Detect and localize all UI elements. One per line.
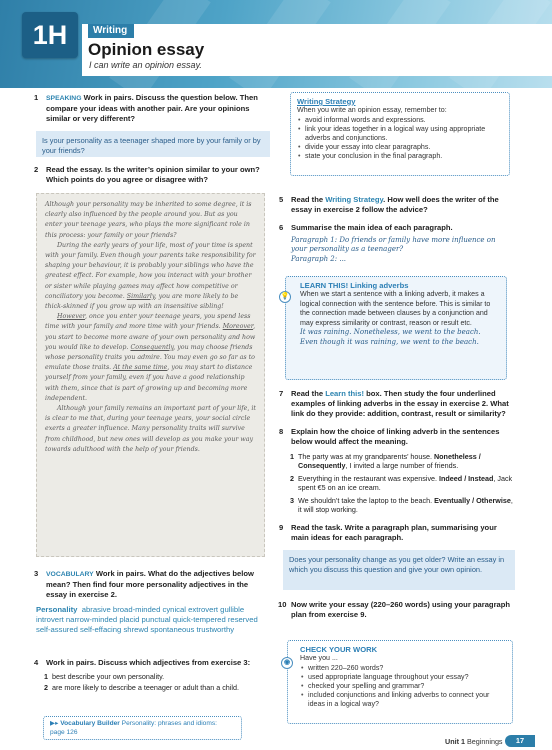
- exercise-8-item: 2 Everything in the restaurant was expensive. Indeed / Instead, Jack spent €5 on an ice cream.: [290, 474, 513, 493]
- page-number: 17: [505, 735, 535, 747]
- vocabulary-builder-link[interactable]: [43, 716, 242, 740]
- check-your-work-intro: Have you ...: [300, 654, 338, 662]
- check-your-work-box: [283, 640, 513, 724]
- learn-this-title: LEARN THIS! Linking adverbs: [300, 281, 409, 290]
- speaking-keyword: SPEAKING: [46, 95, 82, 102]
- paragraph-summary-example: [291, 236, 513, 264]
- exercise-8-text: Explain how the choice of linking adverb in the sentences below would affect the meaning.: [291, 427, 500, 446]
- exercise-10: [278, 600, 513, 620]
- linking-adverb: Similarly: [126, 292, 155, 300]
- writing-strategy-intro: When you write an opinion essay, remember to:: [297, 106, 447, 114]
- exercise-6-text: Summarise the main idea of each paragraph.: [291, 223, 453, 232]
- exercise-5: 5 Read the Writing Strategy. How well does the writer of the essay in exercise 2 follow the advice?: [279, 195, 499, 214]
- exercise-number: 10: [278, 600, 287, 609]
- essay-task-box: Does your personality change as you get older? Write an essay in which you discuss this question and give your own opinion.: [283, 550, 515, 590]
- vocabulary-keyword: VOCABULARY: [46, 571, 94, 578]
- exercise-8-item: 1 The party was at my grandparents’ house. Nonetheless / Consequently, I invited a large number of friends.: [290, 452, 481, 471]
- exercise-2-text: Read the essay. Is the writer’s opinion similar to your own? Which points do you agree or disagree with?: [46, 165, 260, 184]
- exercise-number: 4: [34, 658, 39, 667]
- linking-adverb: Moreover: [222, 323, 254, 331]
- essay-paragraph-3: However, once you enter your teenage years, you spend less time with your family and more time with your friends. Moreover, you start to become more aware of your own personality and how you would like to develop. Consequently, you may choose friends whose personality traits you admire. You may even go so far as to emulate those traits. At the same time, you may start to distance yourself from your family, even if you have a good relationship with them, since that is part of growing up and becoming more independent.: [45, 313, 256, 402]
- linking-adverb: Consequently: [130, 343, 174, 351]
- check-your-work-list: [300, 664, 506, 710]
- exercise-9-text: Read the task. Write a paragraph plan, summarising your main ideas for each paragraph.: [291, 523, 497, 542]
- exercise-6: [279, 223, 513, 233]
- summary-line: Paragraph 1: Do friends or family have more influence on your personality as a teenager?: [291, 236, 496, 254]
- exercise-8: [279, 427, 513, 447]
- exercise-number: 5: [279, 195, 284, 204]
- exercise-3: [34, 569, 270, 600]
- lightbulb-icon: 💡: [279, 291, 291, 303]
- vocab-words: abrasive broad-minded cynical extrovert gullible introvert narrow-minded placid punctual quick-tempered reserved self-assured self-effacing shrewd spontaneous trustworthy: [36, 605, 258, 635]
- learn-this-text: When we start a sentence with a linking adverb, it makes a logical connection with the sentence before. This is similar to the connection made between clauses by a conjunction and may express similarity or contrast, reason or result etc.: [300, 290, 491, 327]
- footer-unit-name: Beginnings: [464, 737, 503, 746]
- adjective-list: [36, 605, 271, 636]
- summary-line: Paragraph 2: ...: [291, 254, 347, 263]
- list-item: • state your conclusion in the final paragraph.: [305, 152, 503, 161]
- vocab-builder-label: Vocabulary Builder: [60, 720, 120, 727]
- essay-paragraph-1: Although your personality may be inherited to some degree, it is clearly also influenced by the people around you. But as you enter your teenage years, who plays the more significant role in this process: your family or your friends?: [45, 201, 252, 239]
- exercise-number: 9: [279, 523, 284, 532]
- writing-strategy-list: [297, 116, 503, 162]
- exercise-4-item: 2 are more likely to describe a teenager or adult than a child.: [44, 683, 239, 692]
- essay-paragraph-2: During the early years of your life, most of your time is spent with your family. Even though your parents take responsibility for shaping your behaviour, it is probably your siblings who have the greatest effect. For example, how you interact with your brother or sister while playing games may affect how competitive or conciliatory you become. Similarly, you are more likely to be thick-skinned if you grow up with an insensitive sibling!: [45, 241, 256, 311]
- exercise-number: 3: [34, 569, 39, 578]
- exercise-7: 7 Read the Learn this! box. Then study the four underlined examples of linking adverbs in the essay in exercise 2. What link do they provide: addition, contrast, result or similarity?: [279, 389, 509, 418]
- exercise-number: 7: [279, 389, 284, 398]
- essay-paragraph-4: Although your family remains an important part of your life, it is clear to me that, during your teenage years, your social circle exerts a greater influence. Many personality traits will survive from childhood, but new ones will develop as you make your way towards adulthood with the help of your friends.: [45, 405, 256, 453]
- vocab-builder-text: Personality: phrases and idioms:: [119, 720, 217, 727]
- check-your-work-title: CHECK YOUR WORK: [300, 645, 378, 654]
- exercise-1-text: Work in pairs. Discuss the question below. Then compare your ideas with another pair. Are your opinions similar or very different?: [46, 93, 258, 123]
- linking-adverb: At the same time: [113, 364, 168, 372]
- exercise-2: [34, 165, 270, 185]
- linking-adverb: However: [57, 313, 86, 321]
- page-footer: [445, 737, 503, 746]
- list-item: • avoid informal words and expressions.: [305, 116, 503, 125]
- list-item: • divide your essay into clear paragraphs.: [305, 143, 503, 152]
- eye-icon: ◉: [281, 657, 293, 669]
- learn-this-example: It was raining. Nonetheless, we went to the beach.: [300, 328, 481, 337]
- exercise-9: [279, 523, 513, 543]
- vocab-builder-page: page 126: [50, 728, 78, 736]
- exercise-number: 1: [34, 93, 39, 102]
- exercise-10-text: Now write your essay (220–260 words) using your paragraph plan from exercise 9.: [291, 600, 511, 619]
- list-item: • used appropriate language throughout your essay?: [308, 673, 506, 682]
- exercise-4: [34, 658, 270, 668]
- learn-this-example: Even though it was raining, we went to the beach.: [300, 337, 479, 346]
- list-item: • checked your spelling and grammar?: [308, 682, 506, 691]
- unit-badge: 1H: [22, 12, 78, 58]
- vocab-category: Personality: [36, 605, 78, 614]
- arrow-icon: ▶▸: [50, 720, 59, 727]
- exercise-number: 2: [34, 165, 39, 174]
- section-tab: Writing: [88, 24, 134, 38]
- list-item: • included conjunctions and linking adverbs to connect your ideas in a logical way?: [308, 691, 506, 709]
- learn-this-box: [280, 276, 507, 380]
- writing-strategy-box: [290, 92, 510, 176]
- list-item: • link your ideas together in a logical way using appropriate adverbs and conjunctions.: [305, 125, 503, 143]
- exercise-1: [34, 93, 270, 124]
- writing-strategy-title: Writing Strategy: [297, 97, 356, 106]
- exercise-3-text: Work in pairs. What do the adjectives below mean? Then find four more personality adjectives in the essay in exercise 2.: [46, 569, 254, 599]
- exercise-8-item: 3 We shouldn’t take the laptop to the beach. Eventually / Otherwise, it will stop working.: [290, 496, 513, 515]
- list-item: • written 220–260 words?: [308, 664, 506, 673]
- essay-text: [36, 193, 265, 557]
- exercise-number: 8: [279, 427, 284, 436]
- page-subtitle: I can write an opinion essay.: [89, 60, 202, 70]
- writing-strategy-link[interactable]: Writing Strategy: [325, 195, 384, 204]
- exercise-4-item: 1 best describe your own personality.: [44, 672, 165, 681]
- page-title: Opinion essay: [88, 40, 205, 59]
- footer-unit: Unit 1: [445, 737, 465, 746]
- learn-this-link[interactable]: Learn this!: [325, 389, 365, 398]
- exercise-number: 6: [279, 223, 284, 232]
- discussion-question-box: Is your personality as a teenager shaped more by your family or by your friends?: [36, 131, 270, 157]
- exercise-4-text: Work in pairs. Discuss which adjectives from exercise 3:: [46, 658, 251, 667]
